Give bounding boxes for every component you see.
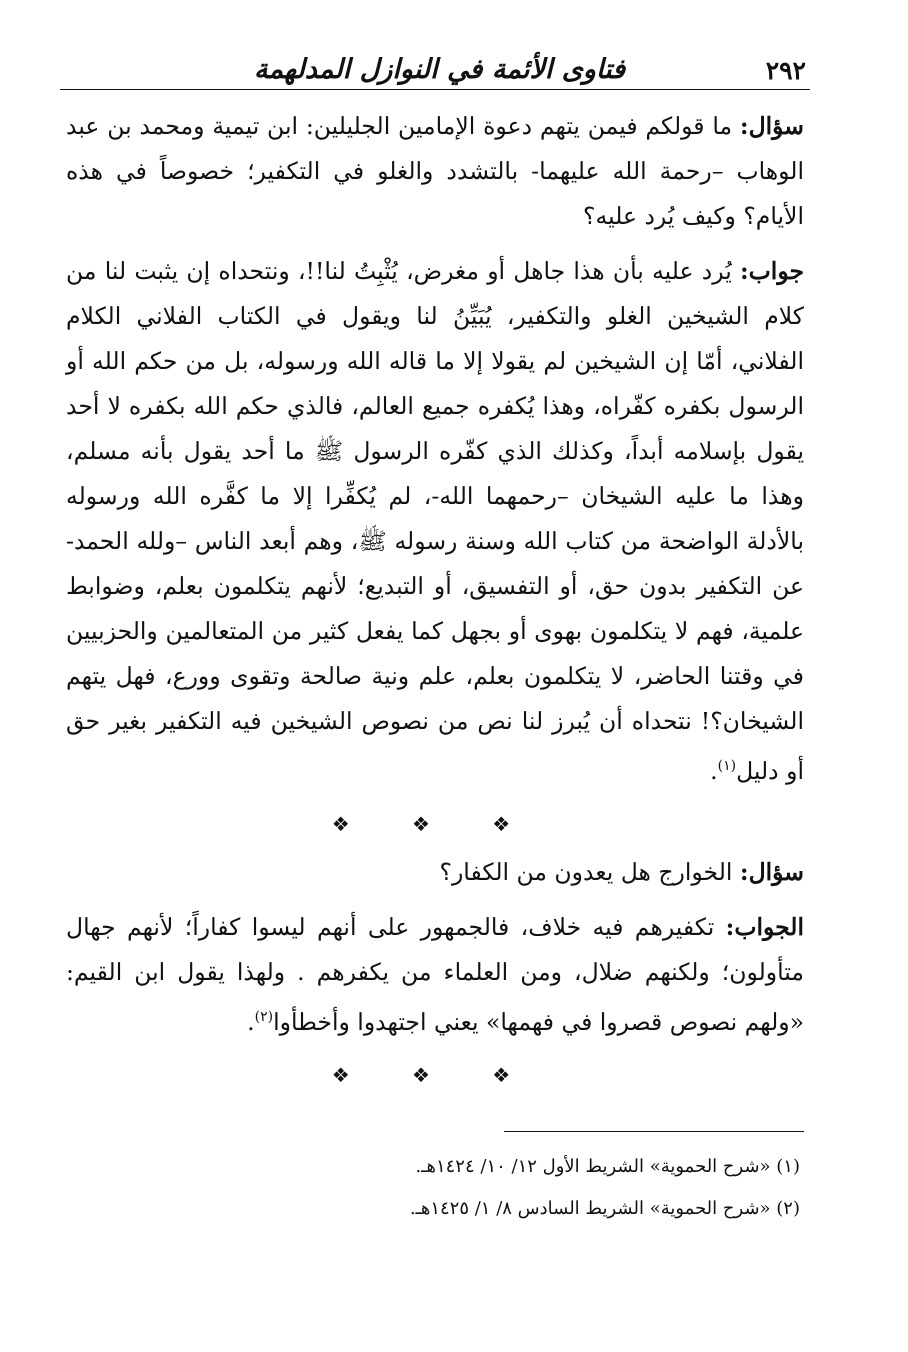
book-title: فتاوى الأئمة في النوازل المدلهمة [254,54,626,85]
answer-text: تكفيرهم فيه خلاف، فالجمهور على أنهم ليسوا كفاراً؛ لأنهم جهال متأولون؛ ولكنهم ضلال، ومن العلماء من يكفرهم . ولهذا يقول ابن القيم: «ولهم نصوص قصروا في فهمها» يعني اجتهدوا وأخطأوا [66,912,804,1036]
section-separator: ❖ ❖ ❖ [331,811,539,836]
answer-end: . [710,756,718,785]
footnote-2: (٢) «شرح الحموية» الشريط السادس ٨/ ١/ ١٤٢٥هـ. [409,1197,800,1219]
footnote-ref-1: (١) [717,758,737,774]
question-2 [60,850,810,895]
question-text: الخوارج هل يعدون من الكفار؟ [439,857,740,886]
answer-label: الجواب: [725,912,804,941]
page-content [60,104,810,1230]
page-number: ٢٩٢ [765,56,806,85]
footnote-divider [504,1131,804,1132]
answer-text: يُرد عليه بأن هذا جاهل أو مغرض، يُثْبِتُ لنا!!، ونتحداه إن يثبت لنا من كلام الشيخين الغلو والتكفير، يُبَيِّنُ لنا ويقول في الكتاب الفلاني الكلام الفلاني، أمّا إن الشيخين لم يقولا إلا ما قاله الله ورسوله، بل من حكم الله أو الرسول بكفره كفّراه، وهذا يُكفره جميع العالم، فالذي حكم الله بكفره لا أحد يقول بإسلامه أبداً، وكذلك الذي كفّره الرسول ﷺ ما أحد يقول بأنه مسلم، وهذا ما عليه الشيخان –رحمهما الله-، لم يُكفِّرا إلا ما كفَّره الله ورسوله بالأدلة الواضحة من كتاب الله وسنة رسوله ﷺ، وهم أبعد الناس –ولله الحمد- عن التكفير بدون حق، أو التفسيق، أو التبديع؛ لأنهم يتكلمون بعلم، وضوابط علمية، فهم لا يتكلمون بهوى أو بجهل كما يفعل كثير من المتعالمين والحزبيين في وقتنا الحاضر، لا يتكلمون بعلم، علم ونية صالحة وتقوى وورع، فهل يتهم الشيخان؟! نتحداه أن يُبرز لنا نص من نصوص الشيخين فيه التكفير بغير حق أو دليل [66,257,804,785]
answer-end: . [247,1007,255,1036]
answer-1 [60,249,810,794]
footnotes [60,1146,810,1230]
book-page [60,38,810,1328]
question-text: ما قولكم فيمن يتهم دعوة الإمامين الجليلين: ابن تيمية ومحمد بن عبد الوهاب –رحمة الله عليهما- بالتشدد والغلو في التكفير؛ خصوصاً في هذه الأيام؟ وكيف يُرد عليه؟ [66,112,804,230]
answer-2 [60,905,810,1045]
section-separator: ❖ ❖ ❖ [331,1062,539,1087]
page-header [60,38,810,90]
footnote-ref-2: (٢) [254,1008,274,1025]
footnote-1: (١) «شرح الحموية» الشريط الأول ١٢/ ١٠/ ١٤٢٤هـ. [415,1155,800,1177]
answer-label: جواب: [740,257,804,285]
question-label: سؤال: [739,857,804,886]
question-label: سؤال: [739,112,804,140]
question-1 [60,104,810,239]
